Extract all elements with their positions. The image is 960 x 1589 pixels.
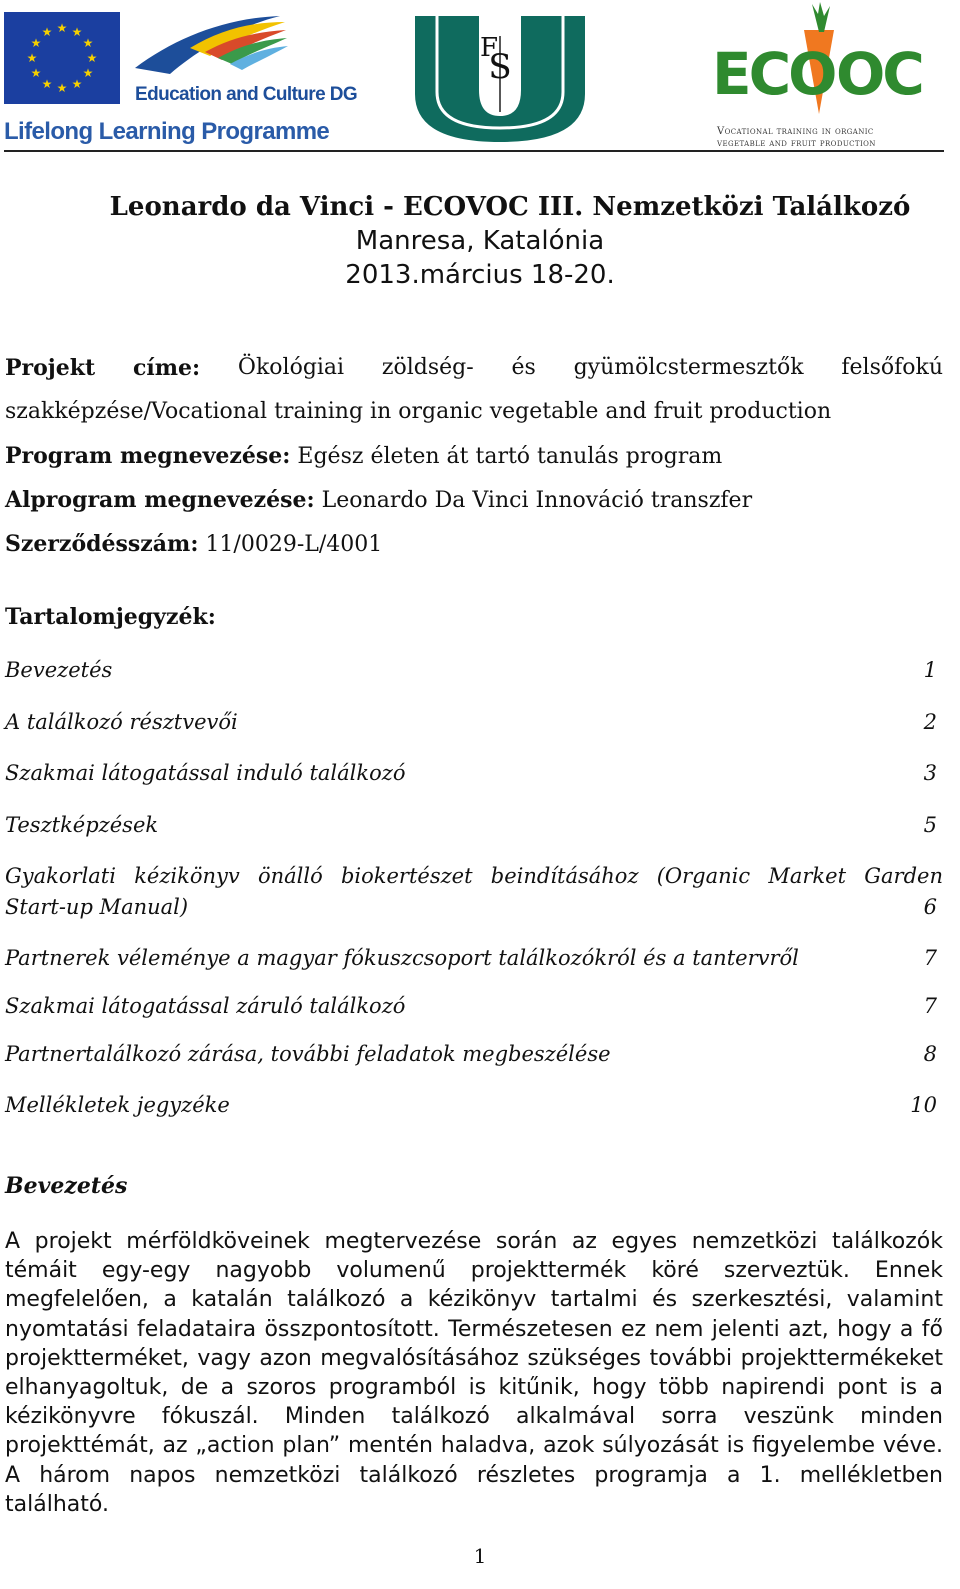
toc-item-title: Start-up Manual) bbox=[5, 895, 189, 919]
toc-item-title: Partnertalálkozó zárása, további feladatok megbeszélése bbox=[5, 1042, 611, 1066]
toc-item-page: 1 bbox=[923, 658, 937, 682]
ecovoc-subtitle-line1: Vocational training in organic bbox=[717, 126, 874, 137]
eu-star-icon: ★ bbox=[26, 51, 38, 65]
toc-item-page: 10 bbox=[910, 1093, 937, 1117]
toc-item[interactable] bbox=[5, 707, 937, 738]
toc-item-page: 5 bbox=[923, 813, 937, 837]
toc-item[interactable] bbox=[5, 655, 937, 686]
meeting-location: Manresa, Katalónia bbox=[355, 226, 605, 256]
contract-row bbox=[5, 530, 943, 559]
eu-star-icon: ★ bbox=[30, 36, 42, 50]
toc-item-title-word: beindításához bbox=[490, 864, 639, 888]
document-title-block bbox=[0, 190, 960, 292]
svg-text:OC: OC bbox=[836, 40, 922, 108]
page-number: 1 bbox=[473, 1544, 487, 1568]
ecovoc-logo-icon bbox=[712, 2, 922, 124]
ecovoc-subtitle bbox=[717, 126, 932, 150]
education-culture-label: Education and Culture DG bbox=[135, 84, 358, 105]
toc-item-title-line1 bbox=[5, 861, 943, 892]
toc-item-title-word: Gyakorlati bbox=[5, 864, 116, 888]
eu-star-icon: ★ bbox=[41, 76, 53, 91]
svg-text:ECO: ECO bbox=[712, 40, 835, 108]
lifelong-learning-label: Lifelong Learning Programme bbox=[4, 118, 330, 145]
meeting-date: 2013.március 18-20. bbox=[345, 260, 615, 290]
education-culture-swoosh-icon bbox=[130, 8, 290, 80]
toc-item-page: 7 bbox=[923, 946, 937, 970]
toc-item-title: A találkozó résztvevői bbox=[5, 710, 238, 734]
toc-item[interactable] bbox=[5, 861, 943, 923]
svg-text:S: S bbox=[488, 47, 512, 87]
toc-item-title: Bevezetés bbox=[5, 658, 113, 682]
toc-item[interactable] bbox=[5, 943, 937, 974]
intro-heading: Bevezetés bbox=[5, 1173, 128, 1199]
eu-star-icon: ★ bbox=[30, 66, 42, 80]
subprogram-label: Alprogram megnevezése: bbox=[5, 487, 315, 513]
eu-star-icon: ★ bbox=[82, 66, 94, 80]
project-title-line1 bbox=[5, 354, 943, 382]
toc-item[interactable] bbox=[5, 1039, 937, 1070]
toc-item-title: Szakmai látogatással induló találkozó bbox=[5, 761, 406, 785]
toc-item-page: 6 bbox=[923, 895, 937, 919]
project-title-word: Ökológiai bbox=[237, 355, 345, 380]
project-title-word: zöldség- bbox=[381, 355, 474, 380]
eu-star-icon: ★ bbox=[71, 76, 83, 91]
project-title-word: gyümölcstermesztők bbox=[573, 355, 804, 380]
program-value: Egész életen át tartó tanulás program bbox=[297, 444, 723, 469]
eu-flag-icon bbox=[4, 12, 120, 104]
toc-item-title: Tesztképzések bbox=[5, 813, 159, 837]
toc-item-title-word: kézikönyv bbox=[134, 864, 240, 888]
toc-item-title-word: önálló bbox=[257, 864, 323, 888]
contract-label: Szerződésszám: bbox=[5, 531, 199, 557]
intro-paragraph: A projekt mérföldköveinek megtervezése során az egyes nemzetközi találkozók témáit egy-egy nagyobb volumenű projekttermék köré szerveztük. Ennek megfelelően, a katalán találkozó a kézikönyv tartalmi és szerkesztési, valamint nyomtatási feladataira összpontosított. Természetesen ez nem jelenti azt, hogy a fő projektterméket, vagy azon megvalósításához szükséges további projekttermékeket elhanyagoltuk, de a szoros programból is kitűnik, hogy több napirendi pont is a kézikönyvre fókuszál. Minden találkozó alkalmával sorra veszünk minden projekttémát, az „action plan” mentén haladva, azok súlyozását is figyelembe véve. A három napos nemzetközi találkozó részletes programja a 1. mellékletben található. bbox=[5, 1229, 943, 1517]
eu-star-icon: ★ bbox=[56, 21, 68, 35]
toc-item-title-word: Market bbox=[768, 864, 847, 888]
document-title: Leonardo da Vinci - ECOVOC III. Nemzetközi Találkozó bbox=[109, 192, 911, 222]
contract-value: 11/0029-L/4001 bbox=[205, 532, 383, 557]
program-row bbox=[5, 442, 943, 471]
toc-item-title-word: (Organic bbox=[656, 864, 751, 888]
eu-star-icon: ★ bbox=[41, 25, 53, 40]
fs-ue-emblem-icon bbox=[415, 16, 585, 142]
eu-star-icon: ★ bbox=[71, 25, 83, 40]
toc-item-title: Partnerek véleménye a magyar fókuszcsoport találkozókról és a tantervről bbox=[5, 946, 799, 970]
toc-item-page: 2 bbox=[923, 710, 937, 734]
eu-star-icon: ★ bbox=[86, 51, 98, 65]
header-divider bbox=[4, 150, 944, 152]
toc-item[interactable] bbox=[5, 991, 937, 1022]
toc-item-page: 8 bbox=[923, 1042, 937, 1066]
project-title-word: felsőfokú bbox=[841, 355, 943, 380]
program-label: Program megnevezése: bbox=[5, 443, 291, 469]
toc-item-title-word: Garden bbox=[864, 864, 943, 888]
project-label-word1: Projekt bbox=[5, 355, 96, 381]
toc-item[interactable] bbox=[5, 1090, 937, 1121]
ecovoc-subtitle-line2: vegetable and fruit production bbox=[717, 138, 876, 149]
project-title-line2: szakképzése/Vocational training in organic vegetable and fruit production bbox=[5, 399, 832, 424]
toc-item[interactable] bbox=[5, 810, 937, 841]
eu-star-icon: ★ bbox=[56, 81, 68, 95]
toc-item-title-word: biokertészet bbox=[340, 864, 473, 888]
project-label-word2: címe: bbox=[132, 355, 201, 381]
logo-header bbox=[0, 0, 960, 156]
eu-star-icon: ★ bbox=[82, 36, 94, 50]
project-title-word: és bbox=[511, 355, 536, 380]
toc-item[interactable] bbox=[5, 758, 937, 789]
toc-item-page: 3 bbox=[923, 761, 937, 785]
toc-item-page: 7 bbox=[923, 994, 937, 1018]
subprogram-value: Leonardo Da Vinci Innováció transzfer bbox=[321, 488, 753, 513]
toc-item-title: Szakmai látogatással záruló találkozó bbox=[5, 994, 406, 1018]
svg-text:F: F bbox=[479, 33, 499, 63]
toc-item-title-line2 bbox=[5, 892, 937, 923]
toc-item-title: Mellékletek jegyzéke bbox=[5, 1093, 230, 1117]
subprogram-row bbox=[5, 486, 943, 515]
toc-heading: Tartalomjegyzék: bbox=[5, 604, 216, 630]
